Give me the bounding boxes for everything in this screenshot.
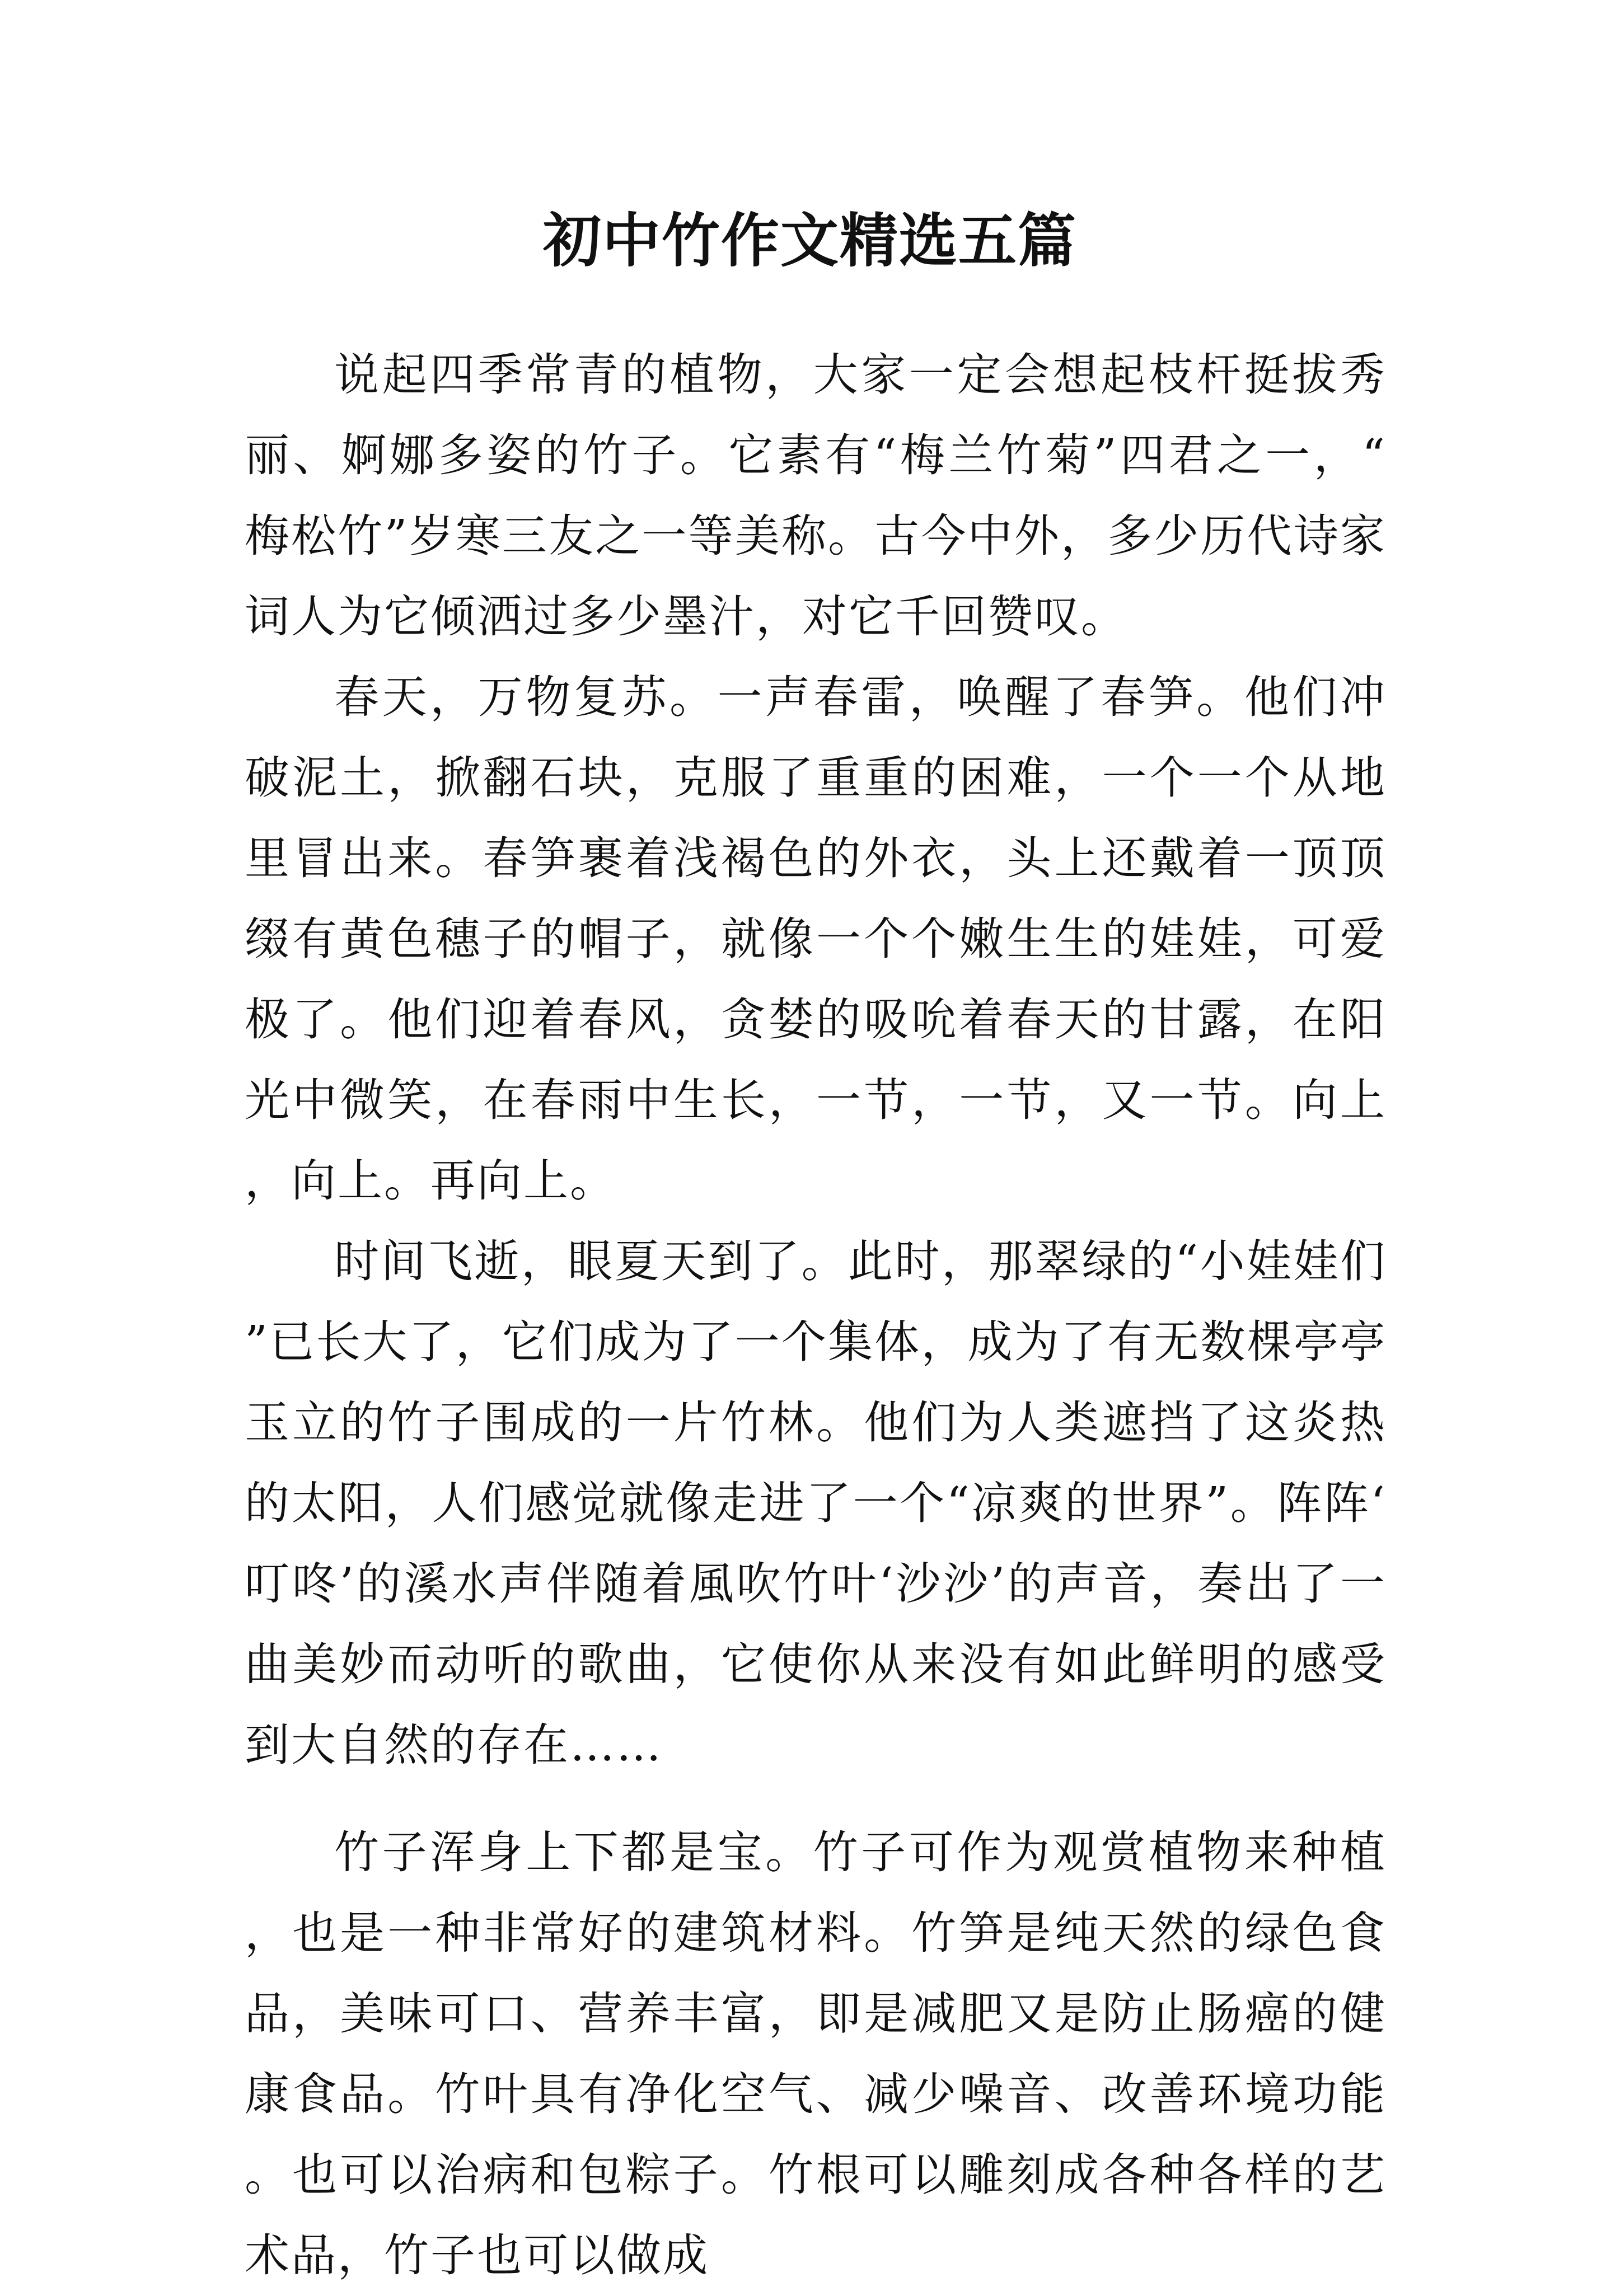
document-body [245, 335, 1387, 2296]
paragraph-1: 说起四季常青的植物，大家一定会想起枝杆挺拔秀丽、婀娜多姿的竹子。它素有“梅兰竹菊”四君之一，“梅松竹”岁寒三友之一等美称。古今中外，多少历代诗家词人为它倾洒过多少墨汁，对它千回赞叹。 [245, 349, 1387, 643]
document-title: 初中竹作文精选五篇 [542, 206, 1077, 275]
paragraph-2: 春天，万物复苏。一声春雷，唤醒了春笋。他们冲破泥土，掀翻石块，克服了重重的困难，一个一个从地里冒出来。春笋裹着浅褐色的外衣，头上还戴着一顶顶缀有黄色穗子的帽子，就像一个个嫩生生的娃娃，可爱极了。他们迎着春风，贪婪的吸吮着春天的甘露，在阳光中微笑，在春雨中生长，一节，一节，又一节。向上，向上。再向上。 [245, 671, 1387, 1207]
paragraph-4: 竹子浑身上下都是宝。竹子可作为观赏植物来种植，也是一种非常好的建筑材料。竹笋是纯天然的绿色食品，美味可口、营养丰富，即是减肥又是防止肠癌的健康食品。竹叶具有净化空气、减少噪音、改善环境功能。也可以治病和包粽子。竹根可以雕刻成各种各样的艺术品，竹子也可以做成 [245, 1826, 1387, 2281]
paragraph-3: 时间飞逝，眼夏天到了。此时，那翠绿的“小娃娃们”已长大了，它们成为了一个集体，成为了有无数棵亭亭玉立的竹子围成的一片竹林。他们为人类遮挡了这炎热的太阳，人们感觉就像走进了一个“凉爽的世界”。阵阵‘叮咚’的溪水声伴随着風吹竹叶‘沙沙’的声音，奏出了一曲美妙而动听的歌曲，它使你从来没有如此鲜明的感受到大自然的存在…… [245, 1235, 1387, 1771]
